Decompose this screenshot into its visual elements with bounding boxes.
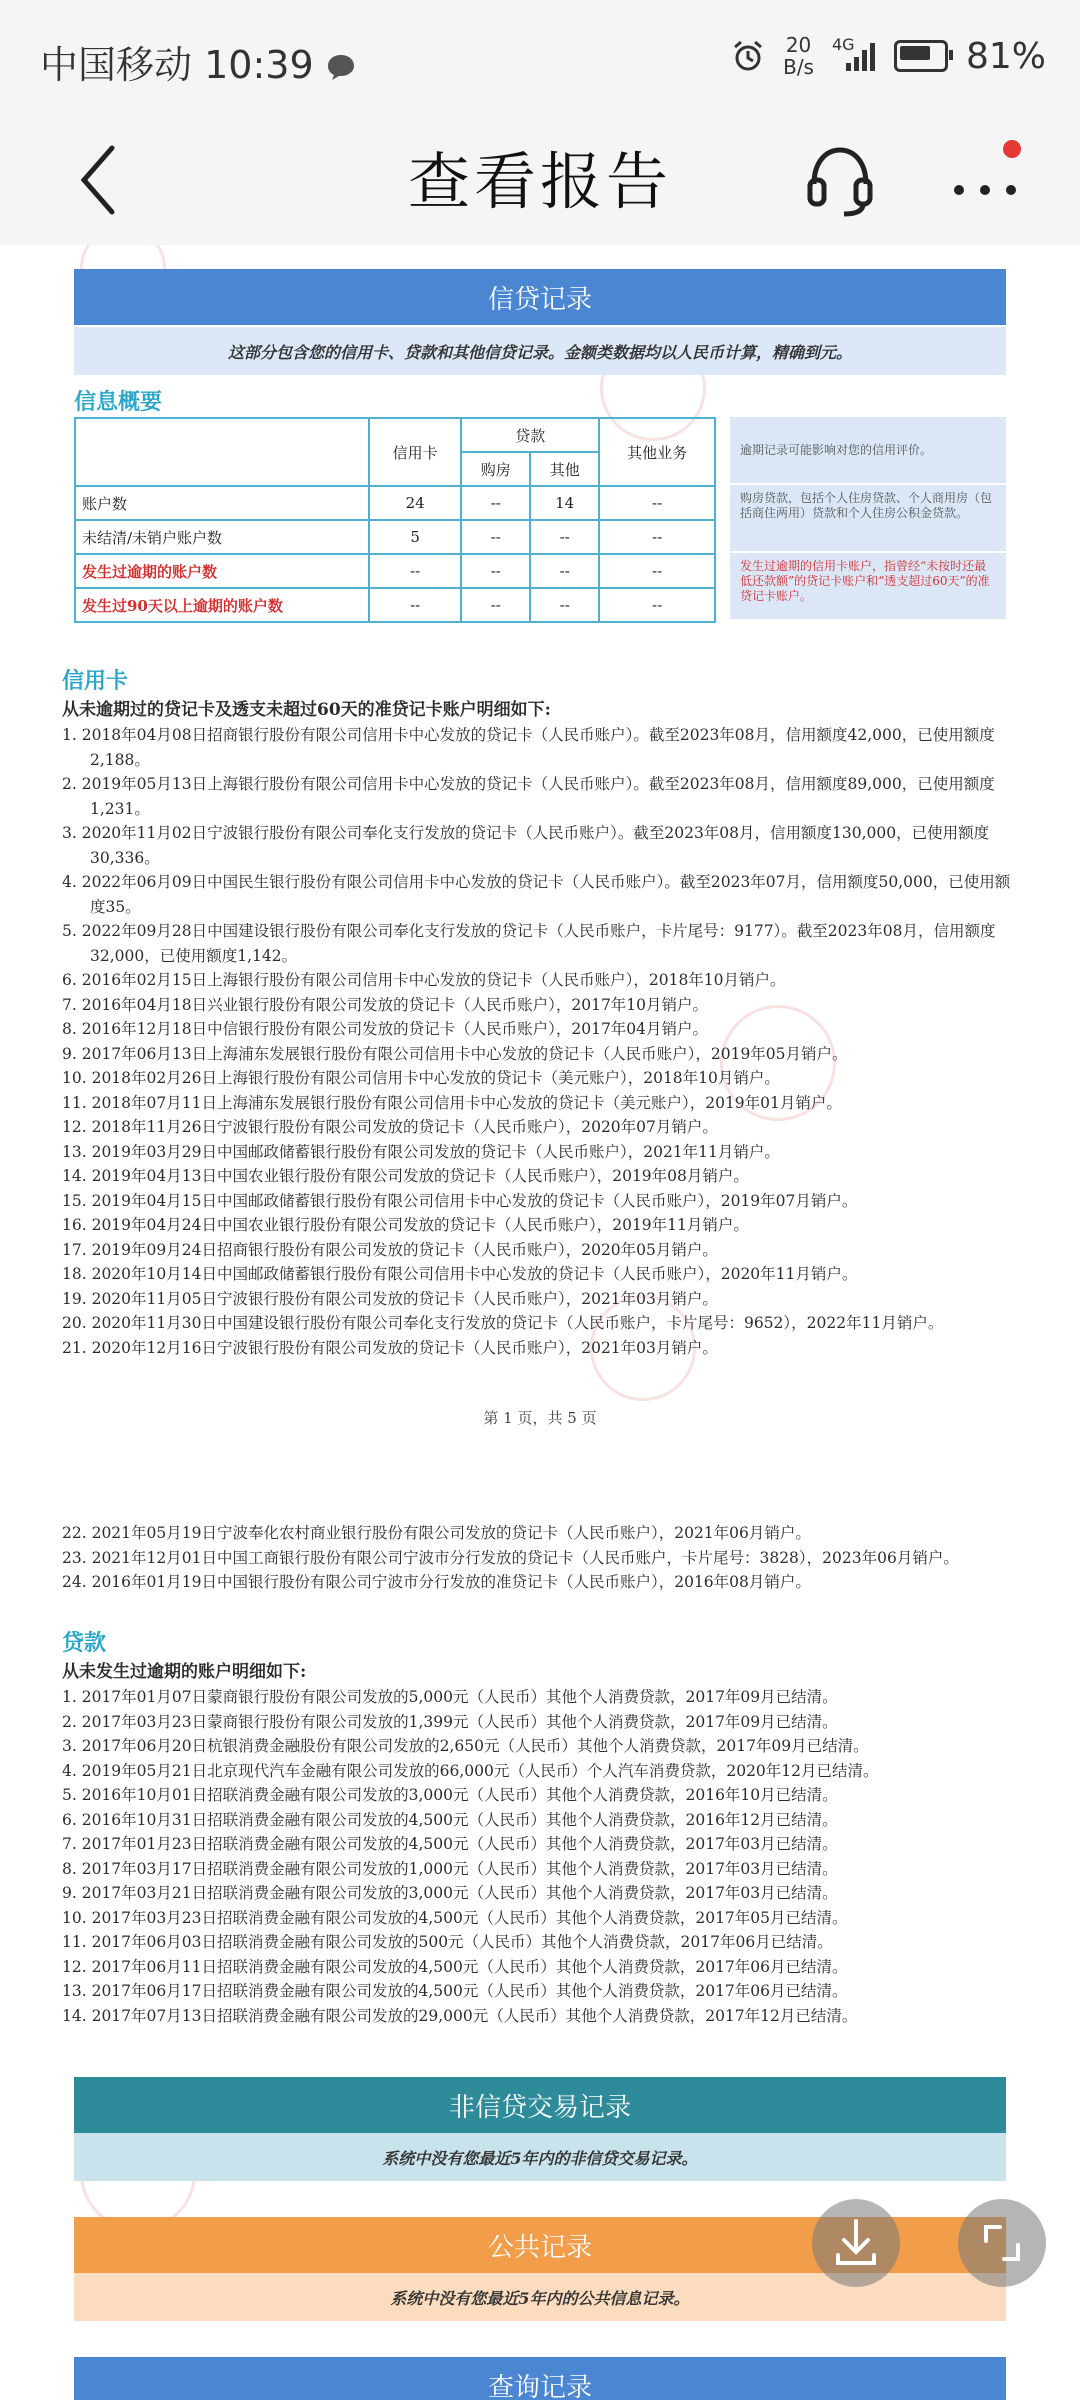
col-other-business: 其他业务 bbox=[599, 418, 715, 486]
list-item: 7. 2017年01月23日招联消费金融有限公司发放的4,500元（人民币）其他个人消费贷款，2017年03月已结清。 bbox=[62, 1835, 838, 1853]
col-credit-card: 信用卡 bbox=[369, 418, 461, 486]
report-content[interactable] bbox=[0, 245, 1080, 2400]
credit-card-list bbox=[62, 723, 1022, 1360]
list-item: 22. 2021年05月19日宁波奉化农村商业银行股份有限公司发放的贷记卡（人民币账户），2021年06月销户。 bbox=[62, 1524, 811, 1542]
note-overdue-card: 发生过逾期的信用卡账户，指曾经“未按时还最低还款额”的贷记卡账户和“透支超过60天”的准贷记卡账户。 bbox=[730, 553, 1006, 621]
notification-dot bbox=[1003, 140, 1021, 158]
list-item: 18. 2020年10月14日中国邮政储蓄银行股份有限公司信用卡中心发放的贷记卡（人民币账户），2020年11月销户。 bbox=[62, 1265, 858, 1283]
credit-records-subtitle: 这部分包含您的信用卡、贷款和其他信贷记录。金额类数据均以人民币计算，精确到元。 bbox=[74, 327, 1006, 375]
cell-house: -- bbox=[461, 588, 530, 622]
cell-card: 24 bbox=[369, 486, 461, 520]
alarm-icon bbox=[731, 39, 765, 73]
cell-biz: -- bbox=[599, 486, 715, 520]
cell-card: 5 bbox=[369, 520, 461, 554]
download-button[interactable] bbox=[812, 2199, 900, 2287]
list-item: 2. 2019年05月13日上海银行股份有限公司信用卡中心发放的贷记卡（人民币账户）。截至2023年08月，信用额度89,000，已使用额度1,231。 bbox=[62, 775, 995, 818]
table-row bbox=[75, 554, 715, 588]
list-item: 11. 2017年06月03日招联消费金融有限公司发放的500元（人民币）其他个人消费贷款，2017年06月已结清。 bbox=[62, 1933, 833, 1951]
status-bar bbox=[0, 0, 1080, 110]
message-icon bbox=[326, 53, 356, 81]
list-item: 15. 2019年04月15日中国邮政储蓄银行股份有限公司信用卡中心发放的贷记卡（人民币账户），2019年07月销户。 bbox=[62, 1191, 858, 1210]
carrier-label: 中国移动 bbox=[40, 43, 193, 87]
list-item: 1. 2018年04月08日招商银行股份有限公司信用卡中心发放的贷记卡（人民币账户）。截至2023年08月，信用额度42,000，已使用额度2,188。 bbox=[62, 726, 995, 769]
list-item: 9. 2017年03月21日招联消费金融有限公司发放的3,000元（人民币）其他个人消费贷款，2017年03月已结清。 bbox=[62, 1884, 838, 1902]
list-item: 1. 2017年01月07日蒙商银行股份有限公司发放的5,000元（人民币）其他个人消费贷款，2017年09月已结清。 bbox=[62, 1688, 838, 1706]
list-item: 6. 2016年02月15日上海银行股份有限公司信用卡中心发放的贷记卡（人民币账户），2018年10月销户。 bbox=[62, 971, 786, 989]
credit-card-title: 信用卡 bbox=[62, 669, 129, 694]
list-item: 3. 2020年11月02日宁波银行股份有限公司奉化支行发放的贷记卡（人民币账户）。截至2023年08月，信用额度130,000，已使用额度30,336。 bbox=[62, 824, 990, 867]
list-item: 10. 2017年03月23日招联消费金融有限公司发放的4,500元（人民币）其他个人消费贷款，2017年05月已结清。 bbox=[62, 1908, 848, 1927]
row-label: 发生过逾期的账户数 bbox=[75, 554, 369, 588]
net-speed-value: 20 bbox=[785, 33, 812, 57]
row-label: 未结清/未销户账户数 bbox=[75, 520, 369, 554]
loans-section bbox=[62, 1629, 1022, 2028]
loans-title: 贷款 bbox=[62, 1631, 107, 1656]
clock: 10:39 bbox=[204, 43, 314, 87]
signal-group bbox=[831, 35, 876, 73]
nav-bar bbox=[0, 110, 1080, 245]
public-records-subtitle: 系统中没有您最近5年内的公共信息记录。 bbox=[74, 2273, 1006, 2321]
list-item: 7. 2016年04月18日兴业银行股份有限公司发放的贷记卡（人民币账户），2017年10月销户。 bbox=[62, 995, 709, 1014]
battery-level: 81% bbox=[965, 35, 1046, 77]
list-item: 14. 2017年07月13日招联消费金融有限公司发放的29,000元（人民币）其他个人消费贷款，2017年12月已结清。 bbox=[62, 2006, 858, 2025]
list-item: 19. 2020年11月05日宁波银行股份有限公司发放的贷记卡（人民币账户），2021年03月销户。 bbox=[62, 1289, 718, 1308]
query-records-header: 查询记录 bbox=[74, 2357, 1006, 2400]
credit-card-section bbox=[62, 667, 1022, 1360]
list-item: 5. 2022年09月28日中国建设银行股份有限公司奉化支行发放的贷记卡（人民币账户，卡片尾号：9177）。截至2023年08月，信用额度32,000，已使用额度1,142。 bbox=[62, 922, 996, 965]
list-item: 3. 2017年06月20日杭银消费金融股份有限公司发放的2,650元（人民币）其他个人消费贷款，2017年09月已结清。 bbox=[62, 1737, 869, 1755]
list-item: 8. 2016年12月18日中信银行股份有限公司发放的贷记卡（人民币账户），2017年04月销户。 bbox=[62, 1020, 709, 1038]
table-corner bbox=[75, 418, 369, 486]
cell-biz: -- bbox=[599, 554, 715, 588]
list-item: 2. 2017年03月23日蒙商银行股份有限公司发放的1,399元（人民币）其他个人消费贷款，2017年09月已结清。 bbox=[62, 1712, 838, 1731]
cell-other: -- bbox=[530, 520, 599, 554]
network-type: 4G bbox=[831, 35, 855, 54]
list-item: 5. 2016年10月01日招联消费金融有限公司发放的3,000元（人民币）其他个人消费贷款，2016年10月已结清。 bbox=[62, 1786, 838, 1804]
more-button[interactable] bbox=[945, 138, 1025, 218]
cell-house: -- bbox=[461, 554, 530, 588]
list-item: 21. 2020年12月16日宁波银行股份有限公司发放的贷记卡（人民币账户），2021年03月销户。 bbox=[62, 1338, 718, 1357]
net-speed-unit: B/s bbox=[783, 55, 814, 79]
list-item: 4. 2019年05月21日北京现代汽车金融有限公司发放的66,000元（人民币）个人汽车消费贷款，2020年12月已结清。 bbox=[62, 1761, 879, 1780]
cell-other: -- bbox=[530, 588, 599, 622]
page-indicator: 第 1 页，共 5 页 bbox=[483, 1409, 597, 1427]
credit-card-continued bbox=[62, 1521, 1022, 1595]
list-item: 13. 2017年06月17日招联消费金融有限公司发放的4,500元（人民币）其他个人消费贷款，2017年06月已结清。 bbox=[62, 1982, 848, 2000]
table-row bbox=[75, 588, 715, 622]
list-item: 10. 2018年02月26日上海银行股份有限公司信用卡中心发放的贷记卡（美元账户），2018年10月销户。 bbox=[62, 1069, 780, 1087]
list-item: 6. 2016年10月31日招联消费金融有限公司发放的4,500元（人民币）其他个人消费贷款，2016年12月已结清。 bbox=[62, 1810, 838, 1829]
download-icon bbox=[812, 2199, 900, 2287]
signal-icon bbox=[832, 39, 876, 73]
credit-card-list-continued bbox=[62, 1521, 1022, 1595]
overview-title: 信息概要 bbox=[74, 390, 163, 415]
list-item: 13. 2019年03月29日中国邮政储蓄银行股份有限公司发放的贷记卡（人民币账户），2021年11月销户。 bbox=[62, 1142, 780, 1161]
list-item: 23. 2021年12月01日中国工商银行股份有限公司宁波市分行发放的贷记卡（人民币账户，卡片尾号：3828），2023年06月销户。 bbox=[62, 1548, 959, 1567]
list-item: 8. 2017年03月17日招联消费金融有限公司发放的1,000元（人民币）其他个人消费贷款，2017年03月已结清。 bbox=[62, 1859, 838, 1878]
list-item: 20. 2020年11月30日中国建设银行股份有限公司奉化支行发放的贷记卡（人民币账户，卡片尾号：9652），2022年11月销户。 bbox=[62, 1314, 944, 1332]
row-label: 账户数 bbox=[75, 486, 369, 520]
list-item: 17. 2019年09月24日招商银行股份有限公司发放的贷记卡（人民币账户），2020年05月销户。 bbox=[62, 1240, 718, 1259]
overview-notes bbox=[730, 417, 1006, 621]
note-housing-loan: 购房贷款，包括个人住房贷款、个人商用房（包括商住两用）贷款和个人住房公积金贷款。 bbox=[730, 485, 1006, 553]
loans-list bbox=[62, 1685, 1022, 2028]
list-item: 24. 2016年01月19日中国银行股份有限公司宁波市分行发放的准贷记卡（人民币账户），2016年08月销户。 bbox=[62, 1573, 811, 1591]
status-left bbox=[40, 34, 356, 89]
cell-other: -- bbox=[530, 554, 599, 588]
cell-other: 14 bbox=[530, 486, 599, 520]
credit-card-intro: 从未逾期过的贷记卡及透支未超过60天的准贷记卡账户明细如下: bbox=[62, 700, 551, 720]
cell-card: -- bbox=[369, 588, 461, 622]
cell-house: -- bbox=[461, 520, 530, 554]
headset-icon bbox=[800, 140, 880, 220]
overview-table bbox=[74, 417, 716, 623]
col-loan: 贷款 bbox=[461, 418, 599, 452]
non-credit-header: 非信贷交易记录 bbox=[74, 2077, 1006, 2133]
list-item: 12. 2017年06月11日招联消费金融有限公司发放的4,500元（人民币）其他个人消费贷款，2017年06月已结清。 bbox=[62, 1957, 848, 1976]
list-item: 12. 2018年11月26日宁波银行股份有限公司发放的贷记卡（人民币账户），2020年07月销户。 bbox=[62, 1118, 718, 1136]
customer-service-button[interactable] bbox=[800, 140, 880, 220]
table-row bbox=[75, 486, 715, 520]
col-other: 其他 bbox=[530, 452, 599, 486]
list-item: 9. 2017年06月13日上海浦东发展银行股份有限公司信用卡中心发放的贷记卡（人民币账户），2019年05月销户。 bbox=[62, 1044, 848, 1063]
list-item: 14. 2019年04月13日中国农业银行股份有限公司发放的贷记卡（人民币账户），2019年08月销户。 bbox=[62, 1167, 749, 1185]
credit-records-header: 信贷记录 bbox=[74, 269, 1006, 325]
note-overdue: 逾期记录可能影响对您的信用评价。 bbox=[730, 417, 1006, 485]
table-row bbox=[75, 520, 715, 554]
page-title: 查看报告 bbox=[407, 145, 672, 218]
loans-intro: 从未发生过逾期的账户明细如下: bbox=[62, 1662, 307, 1682]
fullscreen-icon bbox=[958, 2199, 1046, 2287]
public-records-header: 公共记录 bbox=[74, 2217, 1006, 2273]
cell-card: -- bbox=[369, 554, 461, 588]
cell-biz: -- bbox=[599, 520, 715, 554]
cell-biz: -- bbox=[599, 588, 715, 622]
list-item: 11. 2018年07月11日上海浦东发展银行股份有限公司信用卡中心发放的贷记卡（美元账户），2019年01月销户。 bbox=[62, 1093, 842, 1112]
cell-house: -- bbox=[461, 486, 530, 520]
non-credit-subtitle: 系统中没有您最近5年内的非信贷交易记录。 bbox=[74, 2133, 1006, 2181]
col-house: 购房 bbox=[461, 452, 530, 486]
row-label: 发生过90天以上逾期的账户数 bbox=[75, 588, 369, 622]
list-item: 16. 2019年04月24日中国农业银行股份有限公司发放的贷记卡（人民币账户），2019年11月销户。 bbox=[62, 1216, 749, 1234]
status-right bbox=[731, 34, 1046, 78]
battery-icon bbox=[894, 40, 948, 72]
list-item: 4. 2022年06月09日中国民生银行股份有限公司信用卡中心发放的贷记卡（人民币账户）。截至2023年07月，信用额度50,000，已使用额度35。 bbox=[62, 873, 1011, 916]
net-speed bbox=[783, 34, 814, 78]
fullscreen-button[interactable] bbox=[958, 2199, 1046, 2287]
